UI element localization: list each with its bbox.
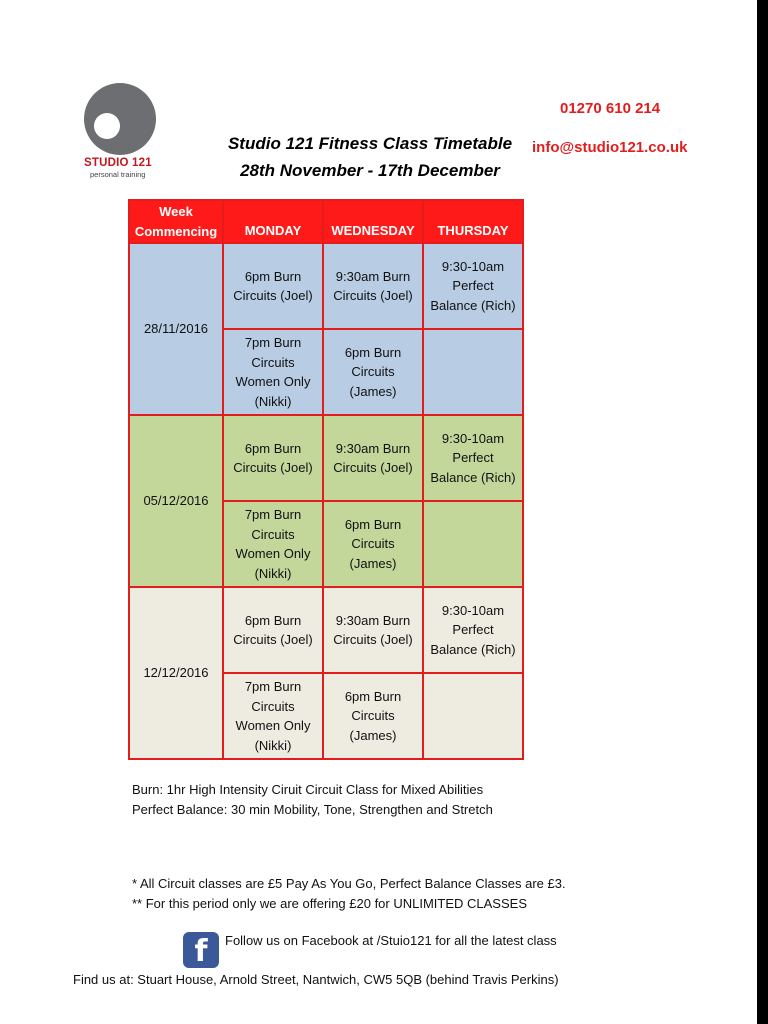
page-edge: [757, 0, 768, 1024]
balance-description: Perfect Balance: 30 min Mobility, Tone, Strengthen and Stretch: [132, 802, 493, 817]
price-note: * All Circuit classes are £5 Pay As You Go, Perfect Balance Classes are £3.: [132, 876, 566, 891]
class-descriptions: [132, 780, 493, 820]
class-cell: 6pm Burn Circuits (James): [323, 329, 423, 415]
week-date: 05/12/2016: [129, 415, 223, 587]
table-row: [129, 243, 523, 329]
table-row: [129, 587, 523, 673]
title-line-2: 28th November - 17th December: [240, 161, 500, 180]
offer-note: ** For this period only we are offering £20 for UNLIMITED CLASSES: [132, 896, 527, 911]
class-cell: 7pm Burn Circuits Women Only (Nikki): [223, 673, 323, 759]
studio-logo: [84, 83, 156, 181]
class-cell: 9:30am Burn Circuits (Joel): [323, 243, 423, 329]
class-cell: [423, 329, 523, 415]
class-cell: 6pm Burn Circuits (Joel): [223, 587, 323, 673]
address: Find us at: Stuart House, Arnold Street, Nantwich, CW5 5QB (behind Travis Perkins): [73, 972, 559, 987]
class-cell: 9:30-10am Perfect Balance (Rich): [423, 243, 523, 329]
class-cell: [423, 673, 523, 759]
logo-tagline: personal training: [90, 170, 146, 179]
page-title: [210, 130, 530, 184]
title-line-1: Studio 121 Fitness Class Timetable: [227, 134, 513, 153]
class-cell: 7pm Burn Circuits Women Only (Nikki): [223, 501, 323, 587]
class-cell: 6pm Burn Circuits (James): [323, 501, 423, 587]
week-date: 12/12/2016: [129, 587, 223, 759]
class-cell: 7pm Burn Circuits Women Only (Nikki): [223, 329, 323, 415]
class-cell: 6pm Burn Circuits (Joel): [223, 415, 323, 501]
email-address[interactable]: info@studio121.co.uk: [532, 139, 688, 156]
header-thursday: THURSDAY: [423, 200, 523, 243]
phone-number[interactable]: 01270 610 214: [560, 100, 661, 117]
class-cell: 9:30-10am Perfect Balance (Rich): [423, 587, 523, 673]
class-cell: 9:30-10am Perfect Balance (Rich): [423, 415, 523, 501]
class-cell: 6pm Burn Circuits (Joel): [223, 243, 323, 329]
header-wednesday: WEDNESDAY: [323, 200, 423, 243]
table-row: [129, 415, 523, 501]
header-monday: MONDAY: [223, 200, 323, 243]
facebook-follow-text: Follow us on Facebook at /Stuio121 for all the latest class: [225, 933, 557, 948]
logo-name: STUDIO 121: [84, 157, 152, 169]
header-week-commencing: Week Commencing: [129, 200, 223, 243]
burn-description: Burn: 1hr High Intensity Ciruit Circuit Class for Mixed Abilities: [132, 782, 484, 797]
class-cell: 9:30am Burn Circuits (Joel): [323, 587, 423, 673]
pricing-notes: [132, 874, 566, 914]
class-cell: [423, 501, 523, 587]
class-cell: 6pm Burn Circuits (James): [323, 673, 423, 759]
facebook-icon[interactable]: f: [183, 932, 219, 968]
logo-dot: [94, 113, 120, 139]
class-cell: 9:30am Burn Circuits (Joel): [323, 415, 423, 501]
timetable: [128, 199, 524, 760]
timetable-header-row: [129, 200, 523, 243]
week-date: 28/11/2016: [129, 243, 223, 415]
